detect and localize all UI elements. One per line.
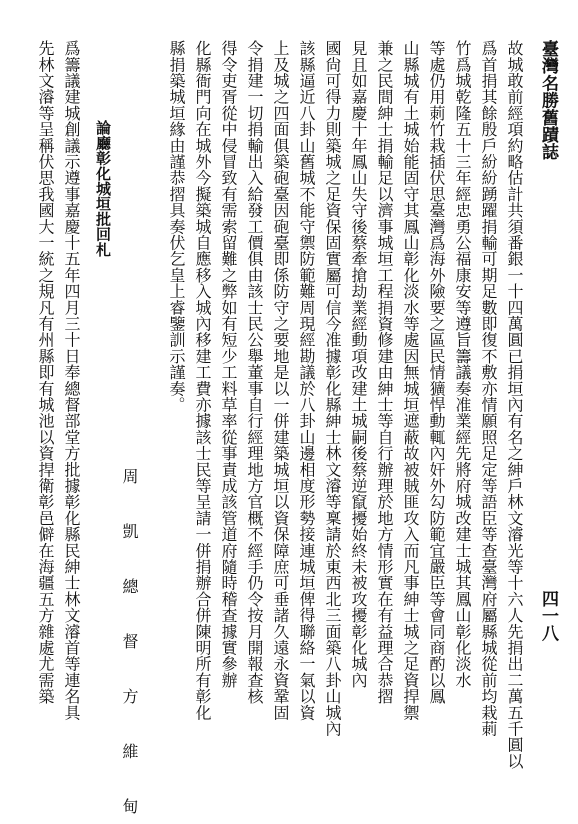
text-column: 上及城之四面俱築砲臺因砲臺即係防守之要地是以一併建築城垣以資保障庶可垂諸久遠永資鞏固 <box>271 40 290 721</box>
page-header-title: 臺灣名勝舊蹟誌 <box>538 40 558 161</box>
text-column: 得令吏胥從中侵冒致有需索留難之弊如有短少工料草率從事責成該管道府隨時稽查據實參辦 <box>219 40 238 688</box>
text-column: 爲籌議建城創議示遵事嘉慶十五年四月三十日奉總督部堂方批據彰化縣民紳士林文濬首等連名具 <box>62 40 81 721</box>
author-attribution: 周 凱 總 督 方 維 甸 <box>120 468 139 824</box>
text-column: 先林文濬等呈稱伏思我國大一統之規凡有州縣即有城池以資捍衛彰邑僻在海疆五方雜處尤需築 <box>36 40 55 705</box>
text-column: 等處仍用莿竹栽插伏思臺灣爲海外險要之區民情獷悍動輒內奸外勾防範宜嚴臣等會同商酌以鳳 <box>427 40 446 705</box>
text-column: 令捐建一切捐輸出入給發工價俱由該士民公舉董事自行經理地方官概不經手仍令按月開報查核 <box>245 40 264 705</box>
text-column: 兼之民間紳士捐輸足以濟事城垣工程捐資修建由紳士等自行辦理於地方情形實在有益理合恭摺 <box>375 40 394 705</box>
section-subtitle: 論廳彰化城垣批回札 <box>94 120 112 257</box>
page-number: 四一八 <box>538 590 558 642</box>
text-column: 竹爲城乾隆五十三年經忠勇公福康安等遵旨籌議奏准業經先將府城改建士城其鳳山彰化淡水 <box>453 40 472 688</box>
text-column: 山縣城有土城始能固守其鳳山彰化淡水等處因無城垣遮蔽故被賊匪攻入而凡事紳士城之足資捍禦 <box>401 40 420 721</box>
text-column: 見且如嘉慶十年鳳山失守後蔡牽搶劫業經動項改建土城嗣後蔡逆竄擾始終未被攻擾彰化城內 <box>349 40 368 688</box>
text-column: 國尙可得力則築城之足資保固實屬可信今准據彰化縣紳士林文濬等稟請於東西北三面築八卦山城內 <box>323 40 342 737</box>
text-column: 爲首捐其餘殷戶紛紛踴躍捐輸可期足數即復不敷亦情願照足定等語臣等查臺灣府屬縣城從前均栽莿 <box>479 40 498 737</box>
text-column: 縣捐築城垣緣由謹恭摺具奏伏乞皇上睿鑒訓示謹奏。 <box>167 40 186 413</box>
text-column: 化縣衙門向在城外今擬築城自應移入城內移建工費亦據該士民等呈請一併捐辦合併陳明所有彰化 <box>193 40 212 721</box>
text-column: 該縣逼近八卦山舊城不能守禦防範難周現經勘議於八卦山邊相度形勢接連城垣俾得聯絡一氣以資 <box>297 40 316 721</box>
text-column: 故城敢前經項約略估計共須番銀一十四萬圓已捐垣內有名之紳戶林文濬光等十六人先捐出二萬五千圓以 <box>505 40 524 769</box>
